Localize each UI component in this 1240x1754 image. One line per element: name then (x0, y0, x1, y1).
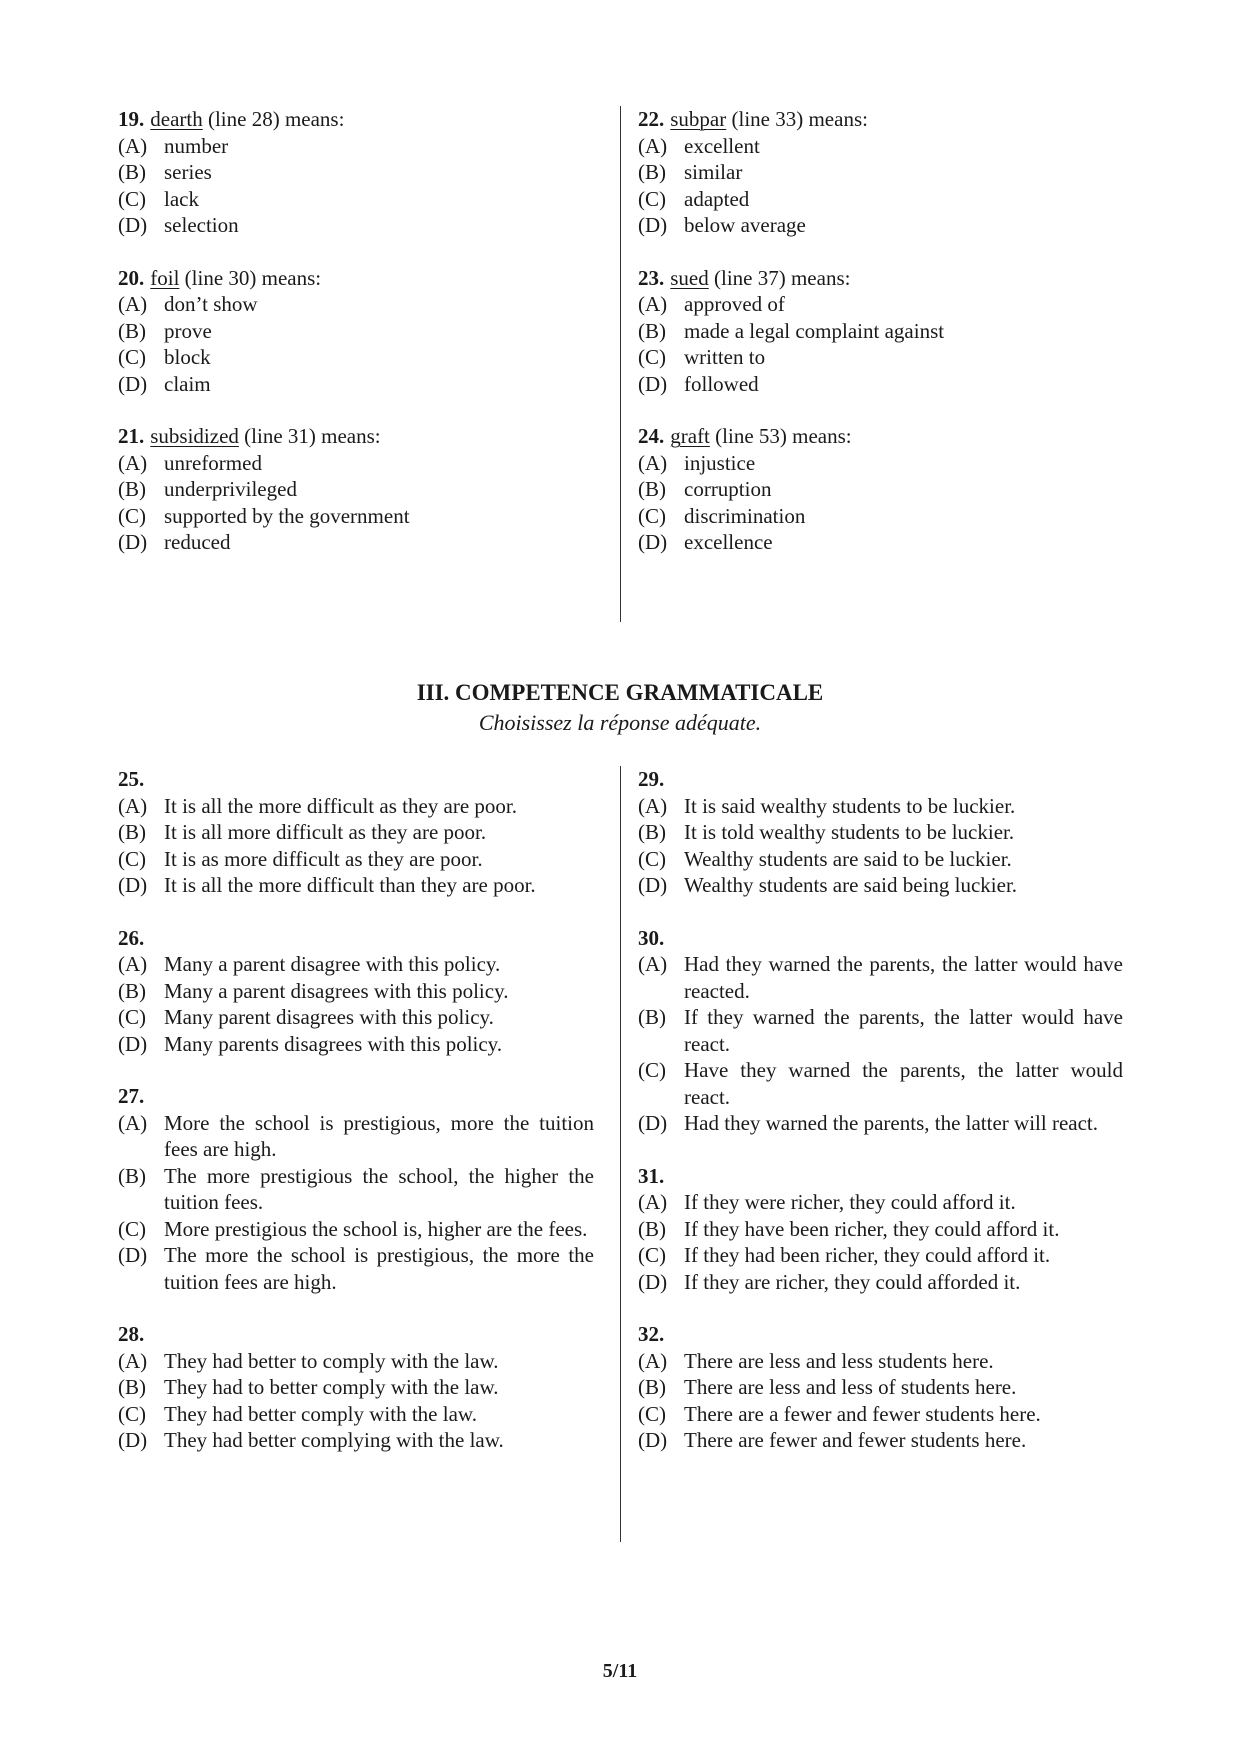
answer-option: (C) It is as more difficult as they are poor. (118, 846, 483, 871)
answer-option: (C) Many parent disagrees with this policy. (118, 1005, 494, 1029)
answer-option: (D) Many parents disagrees with this policy. (118, 1031, 503, 1056)
column-divider (620, 766, 621, 1542)
answer-option: (D) Wealthy students are said being luckier. (638, 873, 1018, 897)
answer-option: (A) excellent (638, 133, 760, 158)
question-word: sued (670, 265, 709, 290)
answer-option: (B) It is told wealthy students to be luckier. (638, 820, 1015, 844)
answer-option: (B) They had to better comply with the law. (118, 1375, 499, 1399)
answer-option: (D) followed (638, 371, 759, 396)
answer-option: (D) It is all the more difficult than they are poor. (118, 873, 536, 897)
section-title: III. COMPETENCE GRAMMATICALE (416, 680, 824, 705)
question-number: 25. (118, 767, 145, 791)
answer-option: (A) unreformed (118, 450, 262, 475)
answer-option: (B) series (118, 160, 212, 184)
answer-option: (A) approved of (638, 292, 785, 316)
answer-option: (D) The more the school is prestigious, the more the tuition fees are high. (118, 1243, 594, 1294)
answer-option: (D) below average (638, 213, 806, 237)
question (118, 766, 594, 899)
answer-option: (A) There are less and less students here. (638, 1348, 994, 1373)
section-heading (0, 678, 1240, 738)
answer-option: (A) number (118, 133, 229, 158)
question-word: graft (670, 424, 710, 448)
answer-option: (B) There are less and less of students here. (638, 1375, 1017, 1399)
answer-option: (A) It is said wealthy students to be luckier. (638, 793, 1016, 818)
answer-option: (D) Had they warned the parents, the latter will react. (638, 1111, 1098, 1135)
question-number: 19. (118, 107, 145, 131)
question (638, 423, 1123, 556)
question-number: 26. (118, 925, 145, 950)
answer-option: (A) It is all the more difficult as they are poor. (118, 793, 518, 818)
question-prompt: (line 37) means: (708, 265, 851, 290)
answer-option: (C) They had better comply with the law. (118, 1401, 477, 1426)
question (638, 1163, 1123, 1296)
answer-option: (A) don’t show (118, 292, 258, 316)
grammar-column-right (638, 766, 1123, 1480)
answer-option: (B) underprivileged (118, 477, 297, 501)
answer-option: (C) discrimination (638, 503, 806, 528)
answer-option: (D) If they are richer, they could afforded it. (638, 1269, 1021, 1294)
answer-option: (A) If they were richer, they could afford it. (638, 1190, 1016, 1214)
vocab-column-left (118, 106, 594, 582)
question-prompt: (line 30) means: (179, 265, 322, 290)
question (118, 1321, 594, 1454)
answer-option: (B) prove (118, 318, 212, 343)
question-number: 21. (118, 424, 145, 448)
answer-option: (C) block (118, 345, 211, 369)
column-divider (620, 106, 621, 622)
answer-option: (B) made a legal complaint against (638, 318, 945, 343)
answer-option: (C) Have they warned the parents, the latter would react. (638, 1058, 1123, 1109)
answer-option: (A) Many a parent disagree with this policy. (118, 952, 501, 976)
question (118, 106, 594, 239)
answer-option: (D) There are fewer and fewer students here. (638, 1428, 1027, 1452)
answer-option: (B) The more prestigious the school, the higher the tuition fees. (118, 1163, 594, 1214)
answer-option: (B) It is all more difficult as they are poor. (118, 820, 487, 844)
answer-option: (A) They had better to comply with the law. (118, 1348, 499, 1373)
question-number: 24. (638, 424, 665, 448)
question-number: 29. (638, 767, 665, 791)
answer-option: (A) injustice (638, 450, 756, 475)
question-number: 23. (638, 265, 665, 290)
question-number: 20. (118, 265, 145, 290)
question (118, 423, 594, 556)
question-number: 32. (638, 1322, 665, 1346)
answer-option: (C) There are a fewer and fewer students here. (638, 1401, 1041, 1426)
question-word: subpar (670, 107, 727, 131)
answer-option: (C) written to (638, 345, 766, 369)
question (638, 1321, 1123, 1454)
answer-option: (C) adapted (638, 186, 750, 211)
question-prompt: (line 31) means: (238, 424, 381, 448)
question (638, 766, 1123, 899)
question-number: 30. (638, 925, 665, 950)
grammar-column-left (118, 766, 594, 1480)
section-instructions: Choisissez la réponse adéquate. (478, 710, 762, 735)
answer-option: (B) corruption (638, 477, 772, 501)
answer-option: (C) Wealthy students are said to be luckier. (638, 846, 1012, 871)
answer-option: (B) If they have been richer, they could afford it. (638, 1216, 1060, 1241)
question-word: foil (150, 265, 180, 290)
question-number: 31. (638, 1163, 665, 1188)
answer-option: (C) supported by the government (118, 503, 410, 528)
question-word: subsidized (150, 424, 239, 448)
answer-option: (D) reduced (118, 530, 231, 554)
question-number: 27. (118, 1084, 145, 1108)
question-prompt: (line 28) means: (202, 107, 345, 131)
answer-option: (C) lack (118, 186, 199, 211)
question (638, 106, 1123, 239)
question (638, 925, 1123, 1137)
answer-option: (B) If they warned the parents, the latter would have react. (638, 1005, 1123, 1056)
question (118, 925, 594, 1058)
question-word: dearth (150, 107, 203, 131)
question-number: 22. (638, 107, 665, 131)
grammar-questions (118, 766, 1123, 1542)
vocabulary-questions (118, 106, 1123, 622)
answer-option: (D) They had better complying with the law. (118, 1428, 504, 1452)
question-prompt: (line 53) means: (709, 424, 852, 448)
question (118, 1083, 594, 1295)
answer-option: (A) Had they warned the parents, the latter would have reacted. (638, 952, 1123, 1003)
answer-option: (B) Many a parent disagrees with this policy. (118, 978, 509, 1003)
answer-option: (A) More the school is prestigious, more the tuition fees are high. (118, 1110, 594, 1161)
answer-option: (D) selection (118, 213, 239, 237)
answer-option: (B) similar (638, 160, 743, 184)
question (638, 265, 1123, 398)
answer-option: (C) More prestigious the school is, higher are the fees. (118, 1216, 588, 1241)
page-number: 5/11 (602, 1660, 638, 1682)
question-prompt: (line 33) means: (726, 107, 868, 131)
answer-option: (D) excellence (638, 530, 773, 554)
question (118, 265, 594, 398)
answer-option: (C) If they had been richer, they could afford it. (638, 1243, 1051, 1267)
question-number: 28. (118, 1322, 145, 1346)
answer-option: (D) claim (118, 371, 211, 396)
vocab-column-right (638, 106, 1123, 582)
